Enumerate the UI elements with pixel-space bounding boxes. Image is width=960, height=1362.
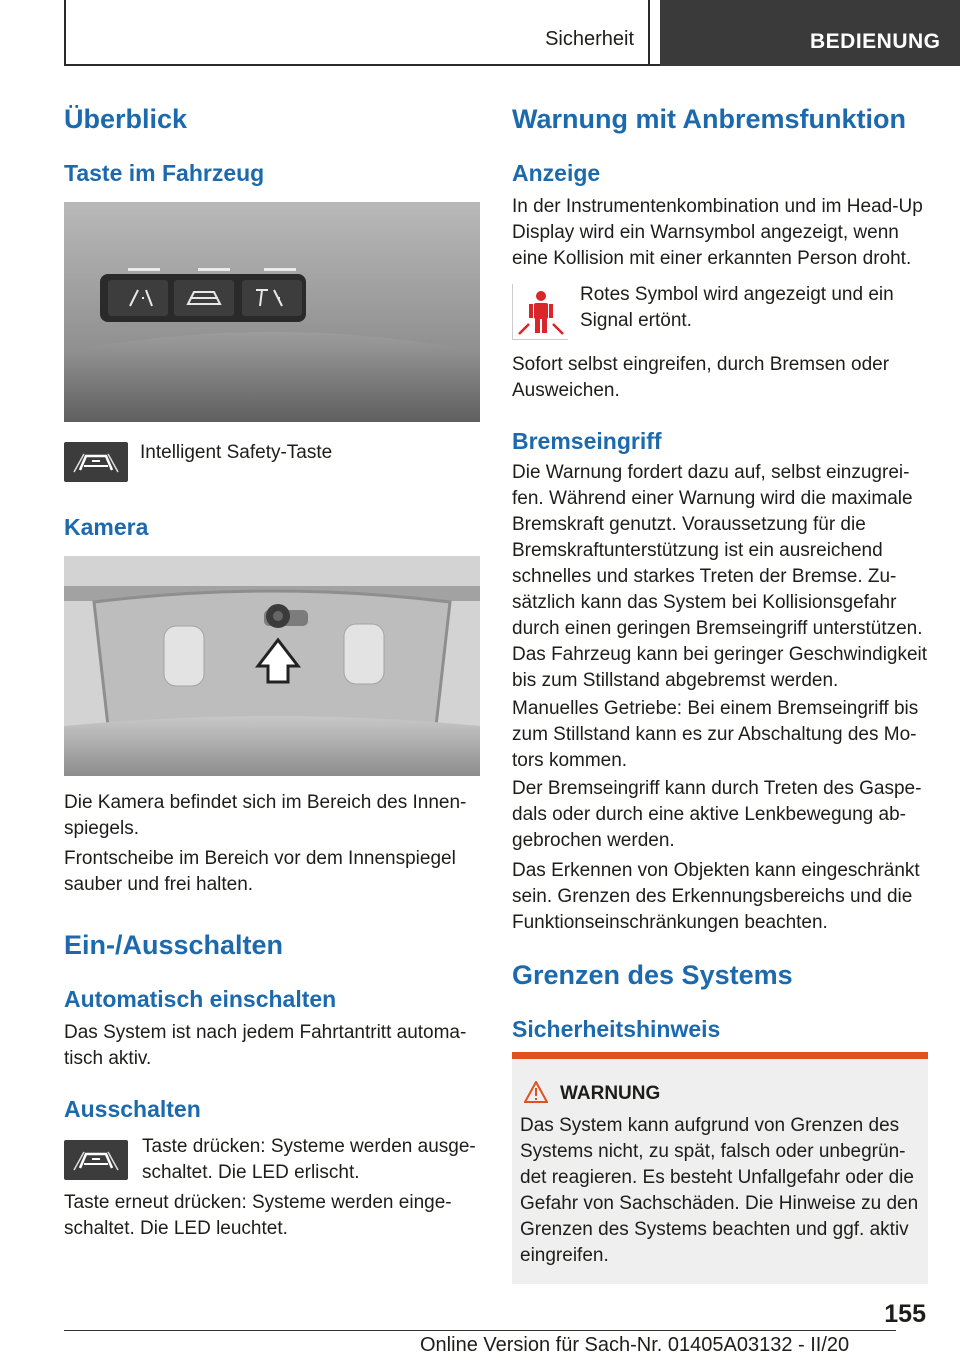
heading-system-limits: Grenzen des Systems	[512, 960, 793, 990]
heading-overview: Überblick	[64, 104, 188, 134]
intelligent-safety-icon-off	[64, 1140, 128, 1180]
heading-switch-off: Ausschalten	[64, 1096, 201, 1122]
page-number: 155	[884, 1300, 926, 1328]
camera-photo	[64, 556, 480, 776]
switch-on-again-text: Taste erneut drücken: Systeme werden einge-schaltet. Die LED leuchtet.	[64, 1192, 452, 1239]
heading-warning-braking: Warnung mit Anbremsfunktion	[512, 104, 906, 134]
warning-triangle-icon	[524, 1081, 548, 1103]
intervene-text: Sofort selbst eingreifen, durch Bremsen oder Ausweichen.	[512, 354, 890, 401]
camera-location-text: Die Kamera befindet sich im Bereich des Innen-spiegels.	[64, 792, 467, 839]
warning-box	[512, 1052, 928, 1284]
footer-online-version: Online Version für Sach-Nr. 01405A03132 - II/20	[420, 1334, 850, 1356]
brake-text-4: Das Erkennen von Objekten kann eingeschränkt sein. Grenzen des Erkennungsbereichs und die Funktionseinschränkungen beachten.	[512, 860, 920, 933]
brake-text-1: Die Warnung fordert dazu auf, selbst einzugrei-fen. Während einer Warnung wird die maximale Bremskraft genutzt. Voraussetzung für die Bremskraftunterstützung ist ein ausreichend schnelles und starkes Treten der Bremse. Zu-sätzlich kann das System bei Kollisionsgefahr durch einen geringen Bremseingriff unterstützen. Das Fahrzeug kann bei geringer Geschwindigkeit bis zum Stillstand abgebremst werden.	[512, 462, 928, 691]
auto-on-text: Das System ist nach jedem Fahrtantritt automa-tisch aktiv.	[64, 1022, 467, 1069]
intelligent-safety-icon	[64, 442, 128, 482]
brake-text-3: Der Bremseingriff kann durch Treten des Gaspe-dals oder durch eine aktive Lenkbewegung ab-gebrochen werden.	[512, 778, 922, 851]
heading-brake-intervention: Bremseingriff	[512, 428, 662, 454]
heading-camera: Kamera	[64, 514, 149, 540]
header-chapter-title: BEDIENUNG	[660, 0, 960, 66]
pedestrian-warning-icon	[512, 284, 568, 340]
switch-off-text: Taste drücken: Systeme werden ausge-schaltet. Die LED erlischt.	[142, 1136, 476, 1183]
heading-button-in-vehicle: Taste im Fahrzeug	[64, 160, 265, 186]
heading-display: Anzeige	[512, 160, 601, 186]
button-caption: Intelligent Safety-Taste	[140, 442, 333, 463]
heading-auto-on: Automatisch einschalten	[64, 986, 337, 1012]
camera-clean-text: Frontscheibe im Bereich vor dem Innenspiegel sauber und frei halten.	[64, 848, 456, 895]
display-text: In der Instrumentenkombination und im Head-Up Display wird ein Warnsymbol angezeigt, wenn eine Kollision mit einer erkannten Person droht.	[512, 196, 923, 269]
button-panel-photo	[64, 202, 480, 422]
heading-safety-note: Sicherheitshinweis	[512, 1016, 721, 1042]
warning-title: WARNUNG	[560, 1083, 661, 1104]
red-symbol-text: Rotes Symbol wird angezeigt und ein Signal ertönt.	[580, 284, 894, 331]
warning-text: Das System kann aufgrund von Grenzen des Systems nicht, zu spät, falsch oder unbegrün-det reagieren. Es besteht Unfallgefahr oder die Gefahr von Sachschäden. Die Hinweise zu den Grenzen des Systems beachten und ggf. aktiv eingreifen.	[520, 1115, 919, 1266]
brake-text-2: Manuelles Getriebe: Bei einem Bremseingriff bis zum Stillstand kann es zur Abschaltung des Mo-tors kommen.	[512, 698, 919, 771]
heading-on-off: Ein-/Ausschalten	[64, 930, 284, 960]
footer-rule	[64, 1330, 896, 1331]
header-section-title: Sicherheit	[545, 28, 634, 50]
